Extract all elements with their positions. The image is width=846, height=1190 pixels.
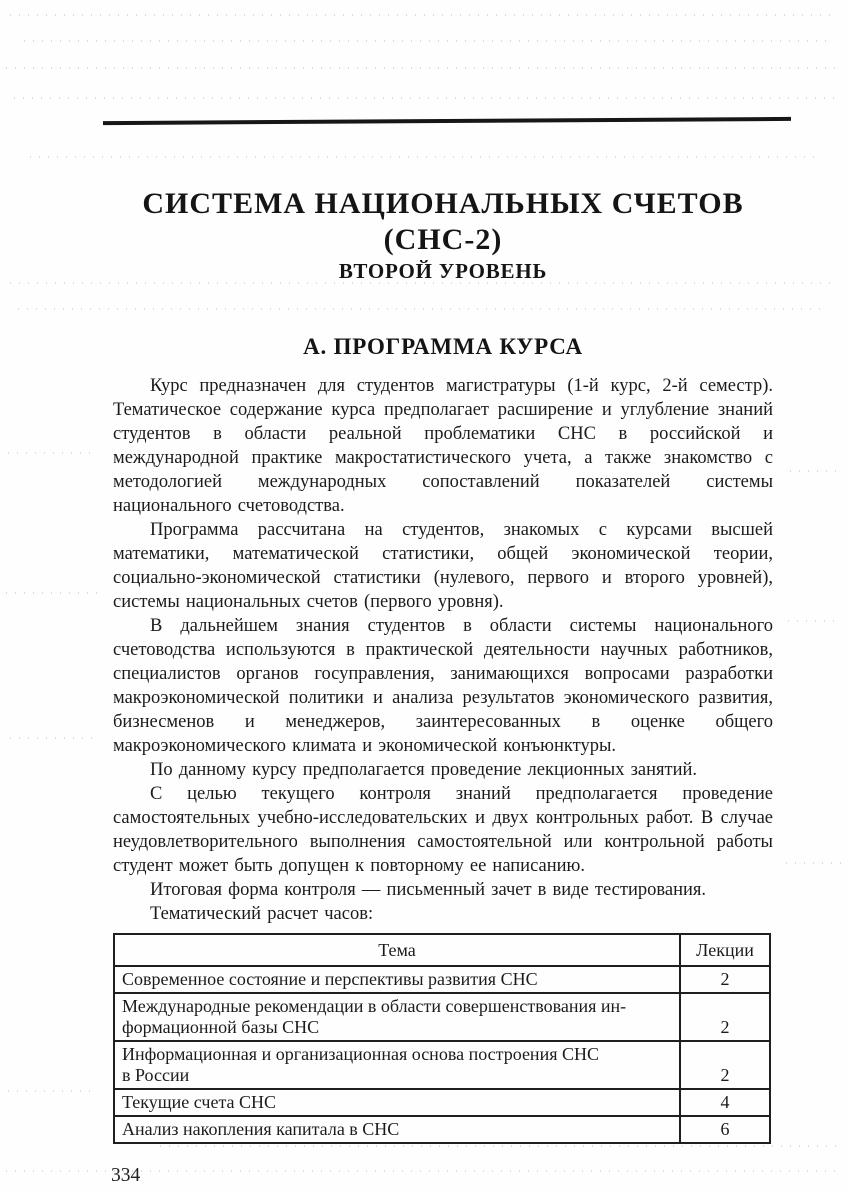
column-header-lectures: Лекции: [680, 934, 770, 966]
paragraph-1: Курс предназначен для студентов магистратуры (1-й курс, 2-й семестр). Тематическое содержание курса предполагает расширение и углубление знаний студентов в области реальной проблематики СНС в российской и международной практике макростатистического учета, а также знакомство с методологией международных сопоставлений показателей системы национального счетоводства.: [113, 376, 773, 516]
scan-noise-line: [790, 470, 840, 472]
paragraph-7: Тематический расчет часов:: [150, 904, 374, 924]
scan-noise-line: [10, 737, 98, 739]
body-text: [113, 374, 773, 926]
topic-cell: [114, 993, 680, 1041]
topic-text: Текущие счета СНС: [122, 1092, 277, 1112]
table-row: [114, 1116, 770, 1143]
section-heading: А. ПРОГРАММА КУРСА: [303, 334, 583, 359]
topic-cell: [114, 966, 680, 993]
chapter-title-line1: СИСТЕМА НАЦИОНАЛЬНЫХ СЧЕТОВ: [142, 187, 744, 220]
lectures-cell: 4: [680, 1089, 770, 1116]
lectures-cell: 2: [680, 966, 770, 993]
topic-text: Современное состояние и перспективы развития СНС: [122, 969, 538, 989]
table-row: [114, 1089, 770, 1116]
chapter-title: [113, 186, 773, 285]
topic-cell: [114, 1116, 680, 1143]
scan-noise-line: [8, 452, 98, 454]
paragraph-5: С целью текущего контроля знаний предполагается проведение самостоятельных учебно-исследовательских и двух контрольных работ. В случае неудовлетворительного выполнения самостоятельной или контрольной работы студент может быть допущен к повторному ее написанию.: [113, 784, 773, 876]
paragraph-3: В дальнейшем знания студентов в области системы национального счетоводства используются в практической деятельности научных работников, специалистов органов госуправления, занимающихся вопросами разработки макроэкономической политики и анализа результатов экономического развития, бизнесменов и менеджеров, заинтересованных в оценке общего макроэкономического климата и экономической конъюнктуры.: [113, 616, 773, 756]
scan-noise-line: [6, 592, 98, 594]
topic-cell: [114, 1089, 680, 1116]
chapter-title-line3: ВТОРОЙ УРОВЕНЬ: [338, 259, 548, 283]
scan-noise-line: [8, 1090, 96, 1092]
topic-text: Международные рекомендации в области совершенствования ин-: [122, 996, 627, 1016]
page-number: 334: [111, 1165, 141, 1186]
page-content: [113, 0, 773, 1187]
table-row: [114, 966, 770, 993]
lectures-cell: 2: [680, 993, 770, 1041]
table-row: [114, 993, 770, 1041]
paragraph-2: Программа рассчитана на студентов, знакомых с курсами высшей математики, математической статистики, общей экономической теории, социально-экономической статистики (нулевого, первого и второго уровней), системы национальных счетов (первого уровня).: [113, 520, 773, 612]
topic-text: формационной базы СНС: [122, 1017, 320, 1037]
paragraph-6: Итоговая форма контроля — письменный зачет в виде тестирования.: [150, 880, 707, 900]
scan-noise-line: [788, 620, 840, 622]
table-row: [114, 1041, 770, 1089]
scan-noise-line: [786, 862, 842, 864]
topic-cell: [114, 1041, 680, 1089]
hours-table: [113, 933, 771, 1144]
chapter-title-line2: (СНС-2): [383, 223, 503, 256]
lectures-cell: 2: [680, 1041, 770, 1089]
paragraph-4: По данному курсу предполагается проведение лекционных занятий.: [150, 760, 698, 780]
lectures-cell: 6: [680, 1116, 770, 1143]
topic-text: Информационная и организационная основа построения СНС: [122, 1044, 599, 1064]
table-header-row: [114, 934, 770, 966]
column-header-topic: Тема: [114, 934, 680, 966]
topic-text: Анализ накопления капитала в СНС: [122, 1119, 400, 1139]
topic-text: в России: [122, 1065, 190, 1085]
